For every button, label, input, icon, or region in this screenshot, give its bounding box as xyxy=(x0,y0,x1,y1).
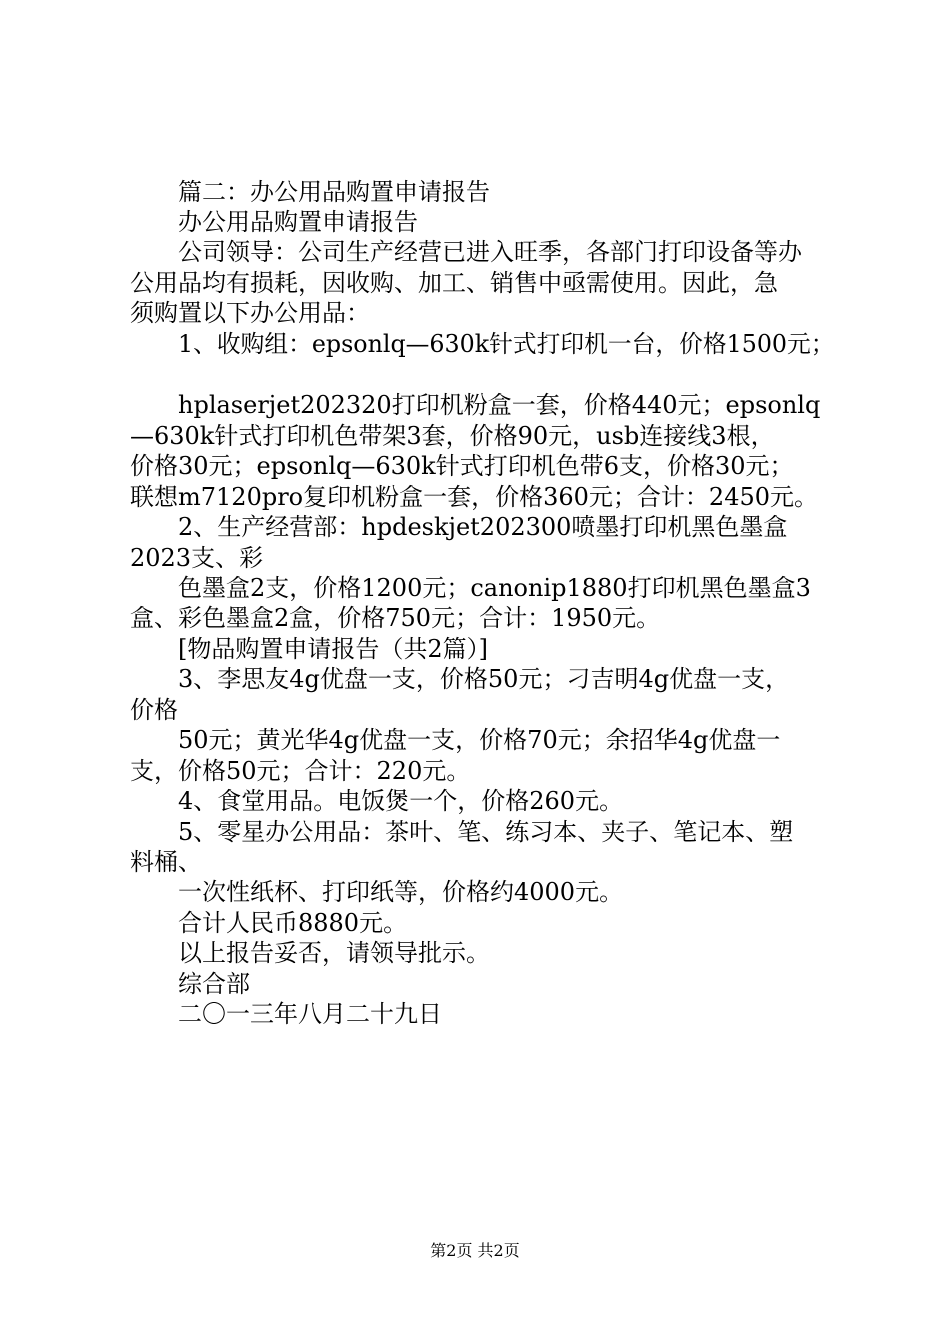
paragraph-line: 盒、彩色墨盒2盒，价格750元；合计：1950元。 xyxy=(130,604,661,632)
signature-date: 二〇一三年八月二十九日 xyxy=(178,1000,442,1028)
paragraph-line: 4、食堂用品。电饭煲一个，价格260元。 xyxy=(178,787,624,815)
paragraph-line: 价格30元；epsonlq—630k针式打印机色带6支，价格30元； xyxy=(130,452,794,480)
paragraph-line: 一次性纸杯、打印纸等，价格约4000元。 xyxy=(178,878,624,906)
paragraph-line: 以上报告妥否，请领导批示。 xyxy=(178,939,490,967)
page-number: 第2页 共2页 xyxy=(430,1241,520,1260)
paragraph-line: 支，价格50元；合计：220元。 xyxy=(130,757,471,785)
paragraph-line: 联想m7120pro复印机粉盒一套，价格360元；合计：2450元。 xyxy=(130,483,819,511)
paragraph-line: 价格 xyxy=(130,696,178,724)
paragraph-line: 公司领导：公司生产经营已进入旺季，各部门打印设备等办 xyxy=(178,238,802,266)
paragraph-line: 色墨盒2支，价格1200元；canonip1880打印机黑色墨盒3 xyxy=(178,574,811,602)
paragraph-line: 2、生产经营部：hpdeskjet202300喷墨打印机黑色墨盒 xyxy=(178,513,788,541)
paragraph-line: 3、李思友4g优盘一支，价格50元；刁吉明4g优盘一支， xyxy=(178,665,790,693)
paragraph-line: 须购置以下办公用品： xyxy=(130,299,370,327)
paragraph-line: 50元；黄光华4g优盘一支，价格70元；余招华4g优盘一 xyxy=(178,726,781,754)
paragraph-line: 1、收购组：epsonlq—630k针式打印机一台，价格1500元； xyxy=(178,330,835,358)
paragraph-line: 合计人民币8880元。 xyxy=(178,909,408,937)
paragraph-line: 5、零星办公用品：茶叶、笔、练习本、夹子、笔记本、塑 xyxy=(178,818,794,846)
paragraph-line: 公用品均有损耗，因收购、加工、销售中亟需使用。因此，急 xyxy=(130,269,778,297)
paragraph-line: hplaserjet202320打印机粉盒一套，价格440元；epsonlq xyxy=(178,391,821,419)
paragraph-line: —630k针式打印机色带架3套，价格90元，usb连接线3根， xyxy=(130,422,775,450)
section-title: 篇二：办公用品购置申请报告 xyxy=(178,178,490,206)
paragraph-line: 2023支、彩 xyxy=(130,544,264,572)
paragraph-line: [物品购置申请报告（共2篇）] xyxy=(178,635,488,663)
signature-department: 综合部 xyxy=(178,970,250,998)
paragraph-line: 料桶、 xyxy=(130,848,202,876)
report-title: 办公用品购置申请报告 xyxy=(178,208,418,236)
